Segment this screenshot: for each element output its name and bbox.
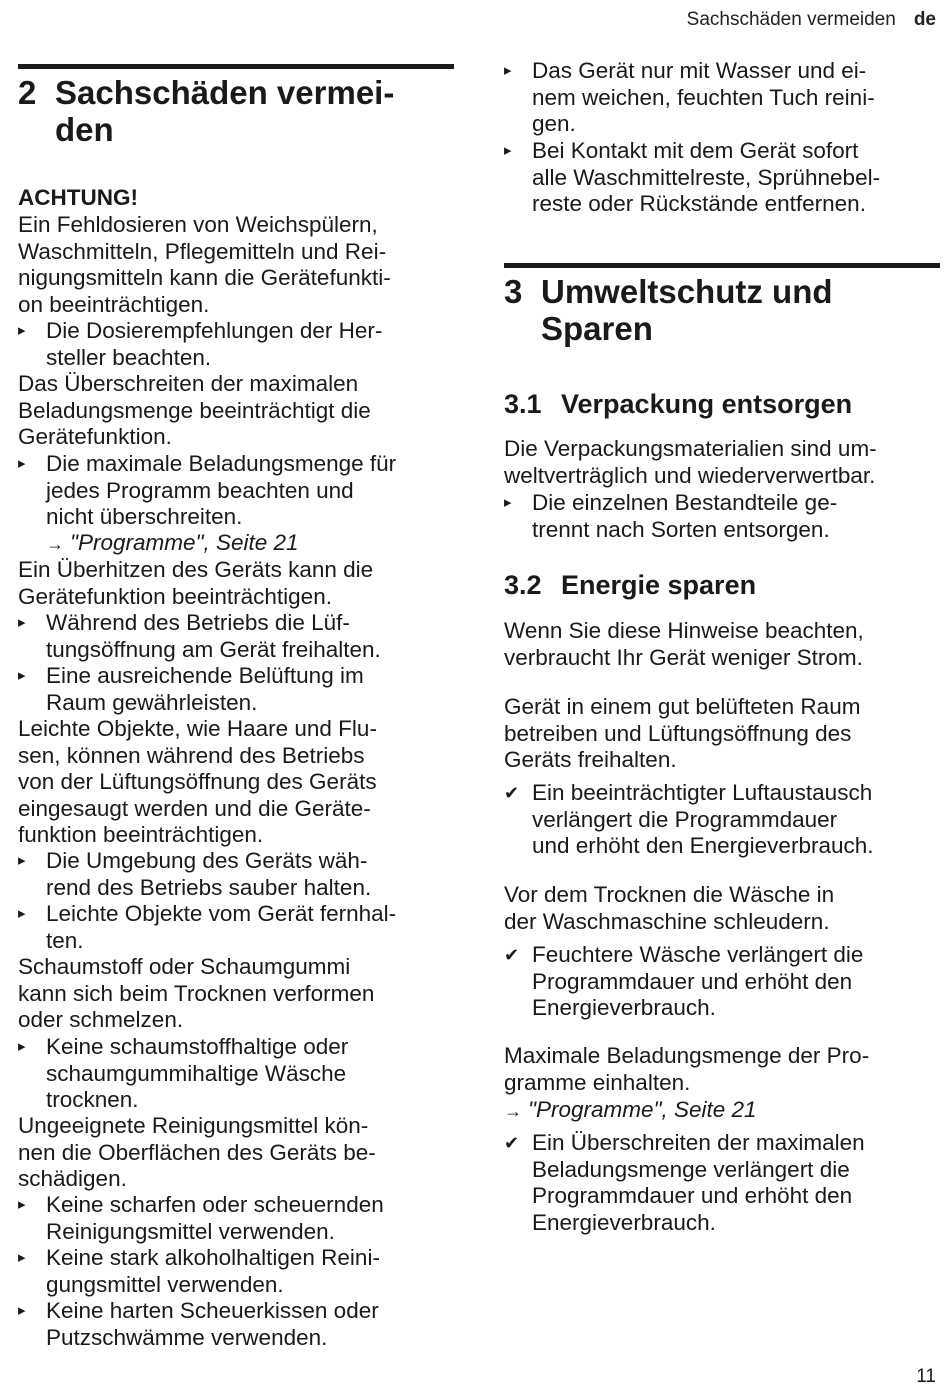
bullet-text: Das Gerät nur mit Wasser und ei- nem weichen, feuchten Tuch reini- gen. (532, 58, 875, 136)
check-text: Ein Überschreiten der maximalen Beladungsmenge verlängert die Programmdauer und erhöht den Energieverbrauch. (532, 1130, 865, 1235)
bullet-triangle-icon: ▸ (504, 494, 512, 511)
left-paragraph: Ein Fehldosieren von Weichspülern, Waschmitteln, Pflegemitteln und Rei- nigungsmitteln kann die Gerätefunkti- on beeinträchtigen. (18, 212, 391, 317)
subsection-3-1-heading (504, 388, 852, 420)
section-3-heading (504, 273, 940, 347)
section-2-title: Sachschäden vermei- den (55, 74, 395, 148)
bullet-text: Keine schaumstoffhaltige oder schaumgummihaltige Wäsche trocknen. (46, 1034, 349, 1112)
check-icon: ✔ (504, 945, 520, 965)
bullet-text: Während des Betriebs die Lüf- tungsöffnung am Gerät freihalten. (46, 610, 381, 662)
bullet-text: Bei Kontakt mit dem Gerät sofort alle Waschmittelreste, Sprühnebel- reste oder Rückstände entfernen. (532, 138, 881, 216)
right-paragraph: Gerät in einem gut belüfteten Raum betreiben und Lüftungsöffnung des Geräts freihalten. (504, 694, 861, 772)
left-paragraph: Ein Überhitzen des Geräts kann die Gerätefunktion beeinträchtigen. (18, 557, 374, 609)
check-icon: ✔ (504, 783, 520, 803)
bullet-text: Die Dosierempfehlungen der Her- steller beachten. (46, 318, 383, 370)
right-bullet-item (504, 138, 950, 218)
header-language-code: de (913, 9, 936, 30)
arrow-right-icon: → (46, 534, 64, 554)
warning-title: ACHTUNG! (18, 185, 138, 210)
left-paragraph: Schaumstoff oder Schaumgummi kann sich beim Trocknen verformen oder schmelzen. (18, 954, 375, 1032)
running-header (687, 9, 936, 31)
bullet-text: Keine harten Scheuerkissen oder Putzschwämme verwenden. (46, 1298, 379, 1350)
right-bullet-item (504, 58, 950, 138)
bullet-text: Die Umgebung des Geräts wäh- rend des Betriebs sauber halten. (46, 848, 372, 900)
arrow-right-icon: → (504, 1101, 522, 1121)
section-2-number: 2 (18, 74, 37, 111)
section-3-title: Umweltschutz und Sparen (541, 273, 833, 347)
bullet-triangle-icon: ▸ (18, 852, 26, 869)
left-bullet-item (18, 1298, 486, 1351)
left-bullet-item (18, 1034, 486, 1114)
bullet-triangle-icon: ▸ (18, 1038, 26, 1055)
section-3-rule (504, 263, 940, 268)
left-bullet-item (18, 1192, 486, 1245)
left-paragraph: Das Überschreiten der maximalen Beladungsmenge beeinträchtigt die Gerätefunktion. (18, 371, 371, 449)
right-paragraph: Die Verpackungsmaterialien sind um- weltverträglich und wiederverwertbar. (504, 436, 877, 488)
bullet-triangle-icon: ▸ (18, 1249, 26, 1266)
right-check-item (504, 780, 950, 860)
cross-reference-link[interactable] (504, 1097, 757, 1125)
subsection-3-1-title: Verpackung entsorgen (561, 389, 853, 419)
section-3-number: 3 (504, 273, 523, 310)
bullet-text: Eine ausreichende Belüftung im Raum gewährleisten. (46, 663, 364, 715)
left-bullet-item (18, 901, 486, 954)
cross-reference-link[interactable] (46, 530, 299, 558)
right-paragraph: Wenn Sie diese Hinweise beachten, verbraucht Ihr Gerät weniger Strom. (504, 618, 864, 670)
bullet-triangle-icon: ▸ (18, 667, 26, 684)
bullet-triangle-icon: ▸ (18, 455, 26, 472)
right-check-item (504, 1130, 950, 1236)
right-check-item (504, 942, 950, 1022)
left-bullet-item (18, 663, 486, 716)
left-paragraph: Ungeeignete Reinigungsmittel kön- nen die Oberflächen des Geräts be- schädigen. (18, 1113, 376, 1191)
bullet-text: Die einzelnen Bestandteile ge- trennt nach Sorten entsorgen. (532, 490, 838, 542)
right-paragraph: Maximale Beladungsmenge der Pro- gramme einhalten. (504, 1043, 870, 1095)
left-bullet-item (18, 848, 486, 901)
bullet-triangle-icon: ▸ (18, 905, 26, 922)
left-bullet-item (18, 1245, 486, 1298)
check-text: Feuchtere Wäsche verlängert die Programmdauer und erhöht den Energieverbrauch. (532, 942, 864, 1020)
right-bullet-item (504, 490, 950, 543)
left-bullet-item (18, 318, 486, 371)
bullet-text: Keine stark alkoholhaltigen Reini- gungsmittel verwenden. (46, 1245, 380, 1297)
bullet-triangle-icon: ▸ (18, 322, 26, 339)
section-2-rule (18, 64, 454, 69)
bullet-triangle-icon: ▸ (18, 1196, 26, 1213)
check-text: Ein beeinträchtigter Luftaustausch verlängert die Programmdauer und erhöht den Energieverbrauch. (532, 780, 874, 858)
header-section-title: Sachschäden vermeiden (686, 9, 896, 30)
bullet-triangle-icon: ▸ (18, 1302, 26, 1319)
page-number: 11 (916, 1366, 936, 1387)
subsection-3-2-number: 3.2 (504, 570, 542, 600)
bullet-text: Leichte Objekte vom Gerät fernhal- ten. (46, 901, 397, 953)
check-icon: ✔ (504, 1133, 520, 1153)
bullet-triangle-icon: ▸ (18, 614, 26, 631)
bullet-text: Keine scharfen oder scheuernden Reinigungsmittel verwenden. (46, 1192, 384, 1244)
bullet-text: Die maximale Beladungsmenge für jedes Programm beachten und nicht überschreiten. (46, 451, 397, 529)
cross-reference-text: "Programme", Seite 21 (70, 530, 299, 555)
bullet-triangle-icon: ▸ (504, 142, 512, 159)
left-paragraph: Leichte Objekte, wie Haare und Flu- sen, können während des Betriebs von der Lüftungsöffnung des Geräts eingesaugt werden und die Geräte- funktion beeinträchtigen. (18, 716, 377, 847)
subsection-3-2-title: Energie sparen (561, 570, 757, 600)
subsection-3-1-number: 3.1 (504, 389, 542, 419)
subsection-3-2-heading (504, 569, 756, 601)
left-bullet-item (18, 610, 486, 663)
left-bullet-item (18, 451, 486, 531)
cross-reference-text: "Programme", Seite 21 (528, 1097, 757, 1122)
bullet-triangle-icon: ▸ (504, 62, 512, 79)
section-2-heading (18, 74, 454, 148)
right-paragraph: Vor dem Trocknen die Wäsche in der Waschmaschine schleudern. (504, 882, 835, 934)
